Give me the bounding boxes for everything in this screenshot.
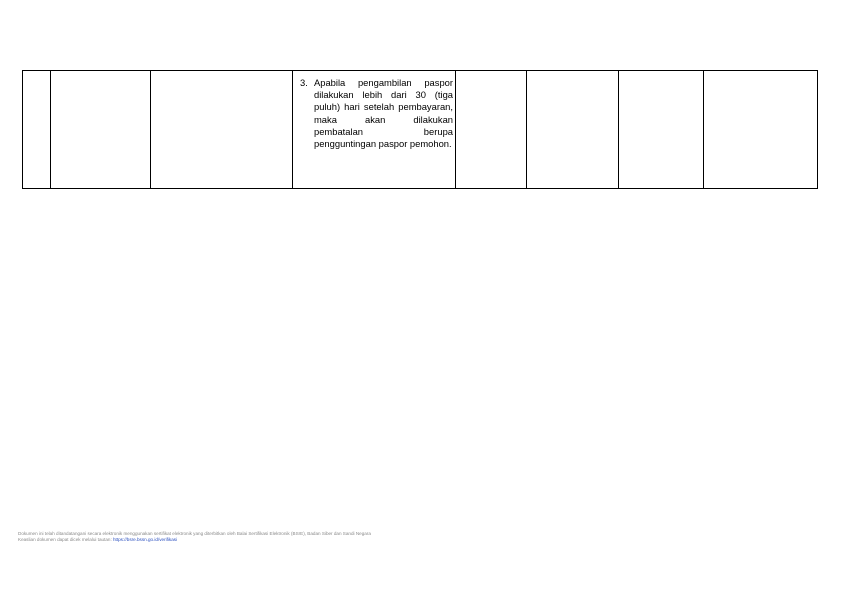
list-item xyxy=(300,77,453,150)
table-cell-7 xyxy=(619,71,704,189)
table-cell-6 xyxy=(527,71,619,189)
table-cell-provision xyxy=(293,71,456,189)
item-text: Apabila pengambilan paspor dilakukan lebih dari 30 (tiga puluh) hari setelah pembayaran, maka akan dilakukan pembatalan berupa pengguntingan paspor pemohon. xyxy=(314,77,453,150)
table-row xyxy=(23,71,818,189)
footer-line-2 xyxy=(18,537,371,543)
provision-text xyxy=(293,71,455,150)
item-number: 3. xyxy=(300,77,308,88)
table-cell-8 xyxy=(704,71,818,189)
footer-line-1: Dokumen ini telah ditandatangani secara elektronik menggunakan sertifikat elektronik yang diterbitkan oleh Balai Sertifikasi Elektronik (BSrE), Badan Siber dan Sandi Negara xyxy=(18,531,371,536)
table-cell-2 xyxy=(51,71,151,189)
footer-signature-note xyxy=(18,531,371,544)
table-cell-5 xyxy=(456,71,527,189)
verification-link[interactable]: https://bsre.bssn.go.id/verifikasi xyxy=(113,537,178,543)
footer-line-2-prefix: Keaslian dokumen dapat dicek melalui tautan: xyxy=(18,537,113,543)
table-cell-no xyxy=(23,71,51,189)
table-cell-3 xyxy=(151,71,293,189)
document-table xyxy=(22,70,818,189)
